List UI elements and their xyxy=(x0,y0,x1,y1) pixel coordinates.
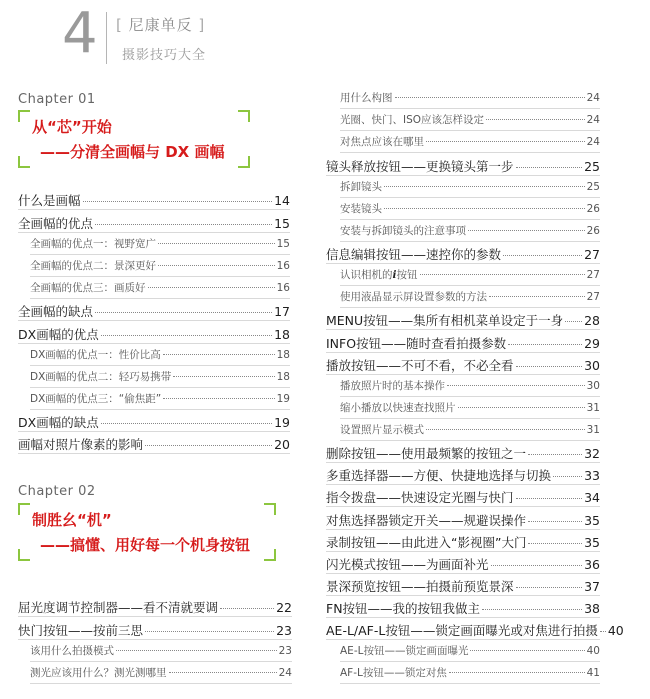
toc-entry xyxy=(326,466,600,484)
row-separator xyxy=(340,307,600,308)
toc-subentry xyxy=(30,347,290,362)
row-separator xyxy=(326,352,600,353)
row-separator xyxy=(30,661,292,662)
toc-page-number: 22 xyxy=(276,600,292,615)
toc-page-number: 18 xyxy=(276,371,290,383)
toc-entry-title: FN按钮——我的按钮我做主 xyxy=(326,601,481,616)
dot-leader xyxy=(447,385,585,386)
row-separator xyxy=(326,595,600,596)
toc-page-number: 32 xyxy=(584,446,600,461)
row-separator xyxy=(30,365,290,366)
dot-leader xyxy=(384,186,585,187)
dot-leader xyxy=(145,445,272,446)
row-separator xyxy=(340,396,600,397)
toc-page-number: 29 xyxy=(584,336,600,351)
toc-entry-title: 什么是画幅 xyxy=(18,193,81,208)
dot-leader xyxy=(158,243,275,244)
toc-entry-title: 用什么构图 xyxy=(340,92,393,104)
chapter-2-label: Chapter 02 xyxy=(18,484,96,499)
toc-entry-title: 多重选择器——方便、快捷地选择与切换 xyxy=(326,468,552,483)
toc-entry xyxy=(326,245,600,263)
toc-entry-title: DX画幅的优点三：“偷焦距” xyxy=(30,393,162,405)
dot-leader xyxy=(163,398,274,399)
toc-page-number: 26 xyxy=(586,225,600,237)
dot-leader xyxy=(528,543,582,544)
toc-entry-title: DX画幅的缺点 xyxy=(18,415,99,430)
row-separator xyxy=(326,263,600,264)
dot-leader xyxy=(516,498,583,499)
toc-subentry xyxy=(30,369,290,384)
toc-entry-title: 播放按钮——不可不看，不必全看 xyxy=(326,358,514,373)
toc-entry-title: 全画幅的缺点 xyxy=(18,304,94,319)
dot-leader xyxy=(95,224,272,225)
toc-page-number: 26 xyxy=(586,203,600,215)
info-i-icon: i xyxy=(392,269,397,281)
toc-subentry xyxy=(30,236,290,251)
toc-page-number: 38 xyxy=(584,601,600,616)
dot-leader xyxy=(101,423,272,424)
toc-page-number: 30 xyxy=(584,358,600,373)
dot-leader xyxy=(169,672,277,673)
toc-subentry xyxy=(30,665,292,680)
dot-leader xyxy=(449,672,585,673)
dot-leader xyxy=(468,230,585,231)
dot-leader xyxy=(553,476,582,477)
toc-entry xyxy=(18,191,290,209)
toc-entry-title: 安装与拆卸镜头的注意事项 xyxy=(340,225,466,237)
toc-entry-title: 删除按钮——使用最频繁的按钮之一 xyxy=(326,446,527,461)
toc-entry xyxy=(326,555,600,573)
toc-page-number: 27 xyxy=(586,269,600,281)
toc-entry-title: 安装镜头 xyxy=(340,203,382,215)
toc-entry-title-suffix: 按钮 xyxy=(396,269,418,281)
toc-entry xyxy=(18,621,292,639)
dot-leader xyxy=(116,650,277,651)
toc-entry-title: 设置照片显示模式 xyxy=(340,424,424,436)
dot-leader xyxy=(600,631,606,632)
toc-subentry xyxy=(340,665,600,680)
toc-page-number: 35 xyxy=(584,535,600,550)
row-separator xyxy=(326,573,600,574)
row-separator xyxy=(30,254,290,255)
toc-page-number: 18 xyxy=(274,327,290,342)
toc-subentry xyxy=(340,378,600,393)
toc-entry xyxy=(326,599,600,617)
row-separator xyxy=(340,418,600,419)
series-title-text: 尼康单反 xyxy=(128,16,193,34)
toc-entry-title: 全画幅的优点一：视野宽广 xyxy=(30,238,156,250)
dot-leader xyxy=(482,609,582,610)
chapter-1-title-box xyxy=(18,110,250,168)
dot-leader xyxy=(83,201,273,202)
toc-page-number: 28 xyxy=(584,313,600,328)
toc-entry xyxy=(326,488,600,506)
row-separator xyxy=(340,108,600,109)
chapter-1-subtitle: ——分清全画幅与 DX 画幅 xyxy=(40,143,225,161)
toc-page-number: 24 xyxy=(278,667,292,679)
toc-entry-title: DX画幅的优点二：轻巧易携带 xyxy=(30,371,172,383)
toc-subentry xyxy=(30,258,290,273)
dot-leader xyxy=(489,296,585,297)
toc-page-number: 24 xyxy=(586,114,600,126)
toc-entry xyxy=(18,598,292,616)
dot-leader xyxy=(145,631,274,632)
page-header xyxy=(0,0,650,78)
toc-entry-title: 使用液晶显示屏设置参数的方法 xyxy=(340,291,487,303)
row-separator xyxy=(326,462,600,463)
toc-entry-title: 闪光模式按钮——为画面补光 xyxy=(326,557,489,572)
toc-entry xyxy=(326,511,600,529)
toc-entry xyxy=(326,356,600,374)
toc-page-number: 16 xyxy=(276,260,290,272)
dot-leader xyxy=(528,521,582,522)
toc-page-number: 15 xyxy=(274,216,290,231)
toc-page-number: 41 xyxy=(586,667,600,679)
row-separator xyxy=(340,241,600,242)
toc-page-number: 30 xyxy=(586,380,600,392)
toc-entry-title: 对焦选择器锁定开关——规避误操作 xyxy=(326,513,527,528)
toc-entry-title: 屈光度调节控制器——看不清就要调 xyxy=(18,600,219,615)
dot-leader xyxy=(95,312,272,313)
toc-subentry xyxy=(340,422,600,437)
row-separator xyxy=(326,639,600,640)
toc-entry xyxy=(18,413,290,431)
chapter-1-title: 从“芯”开始 xyxy=(32,118,112,136)
toc-subentry xyxy=(340,289,600,304)
toc-entry-title: INFO按钮——随时查看拍摄参数 xyxy=(326,336,507,351)
toc-page-number: 17 xyxy=(274,304,290,319)
dot-leader xyxy=(148,287,275,288)
dot-leader xyxy=(173,376,274,377)
toc-page-number: 36 xyxy=(584,557,600,572)
toc-entry xyxy=(326,621,624,639)
toc-entry-title: 该用什么拍摄模式 xyxy=(30,645,114,657)
row-separator xyxy=(340,130,600,131)
header-divider xyxy=(106,12,107,64)
dot-leader xyxy=(516,167,583,168)
toc-subentry xyxy=(340,201,600,216)
row-separator xyxy=(340,197,600,198)
toc-entry-title: 画幅对照片像素的影响 xyxy=(18,437,144,452)
toc-entry xyxy=(326,533,600,551)
toc-entry-title: 全画幅的优点三：画质好 xyxy=(30,282,146,294)
dot-leader xyxy=(384,208,585,209)
toc-page-number: 34 xyxy=(584,490,600,505)
toc-entry xyxy=(326,157,600,175)
toc-entry-title: 缩小播放以快速查找照片 xyxy=(340,402,456,414)
toc-entry-title: 拆卸镜头 xyxy=(340,181,382,193)
toc-page-number: 31 xyxy=(586,424,600,436)
toc-page-number: 25 xyxy=(586,181,600,193)
row-separator xyxy=(30,409,290,410)
toc-entry-title: 信息编辑按钮——速控你的参数 xyxy=(326,247,502,262)
toc-subentry xyxy=(340,223,600,238)
toc-subentry xyxy=(30,643,292,658)
book-series-title: [ 尼康单反 ] xyxy=(116,16,206,34)
row-separator xyxy=(326,484,600,485)
toc-page-number: 35 xyxy=(584,513,600,528)
toc-page-number: 33 xyxy=(584,468,600,483)
dot-leader xyxy=(458,407,585,408)
toc-entry-title: 播放照片时的基本操作 xyxy=(340,380,445,392)
toc-page-number: 16 xyxy=(276,282,290,294)
toc-entry xyxy=(326,444,600,462)
toc-entry-title: DX画幅的优点 xyxy=(18,327,99,342)
toc-page-number: 27 xyxy=(584,247,600,262)
row-separator xyxy=(326,617,600,618)
row-separator xyxy=(30,276,290,277)
toc-entry xyxy=(18,435,290,453)
toc-page-number: 23 xyxy=(276,623,292,638)
row-separator xyxy=(30,298,290,299)
dot-leader xyxy=(101,335,272,336)
dot-leader xyxy=(565,321,582,322)
row-separator xyxy=(326,506,600,507)
row-separator xyxy=(18,639,292,640)
toc-entry xyxy=(326,577,600,595)
toc-subentry xyxy=(340,134,600,149)
book-subtitle: 摄影技巧大全 xyxy=(122,48,207,63)
dot-leader xyxy=(516,366,583,367)
dot-leader xyxy=(503,255,582,256)
volume-number: 4 xyxy=(62,1,98,66)
toc-subentry xyxy=(340,112,600,127)
dot-leader xyxy=(158,265,275,266)
toc-page-number: 23 xyxy=(278,645,292,657)
toc-subentry xyxy=(340,90,600,105)
dot-leader xyxy=(486,119,585,120)
row-separator xyxy=(30,387,290,388)
toc-entry-title: 指令拨盘——快速设定光圈与快门 xyxy=(326,490,514,505)
chapter-1-label: Chapter 01 xyxy=(18,92,96,107)
toc-entry-title: 全画幅的优点二：景深更好 xyxy=(30,260,156,272)
toc-entry-title: 对焦点应该在哪里 xyxy=(340,136,424,148)
toc-entry xyxy=(326,334,600,352)
row-separator xyxy=(340,152,600,153)
row-separator xyxy=(340,285,600,286)
row-separator xyxy=(30,683,292,684)
toc-subentry xyxy=(340,179,600,194)
toc-entry xyxy=(18,302,290,320)
row-separator xyxy=(340,440,600,441)
toc-page-number: 15 xyxy=(276,238,290,250)
dot-leader xyxy=(426,141,585,142)
row-separator xyxy=(340,683,600,684)
toc-entry-title: 全画幅的优点 xyxy=(18,216,94,231)
toc-page-number: 31 xyxy=(586,402,600,414)
toc-page-number: 24 xyxy=(586,136,600,148)
row-separator xyxy=(18,209,290,210)
row-separator xyxy=(326,374,600,375)
toc-page-number: 20 xyxy=(274,437,290,452)
dot-leader xyxy=(528,454,582,455)
toc-entry-title: MENU按钮——集所有相机菜单设定于一身 xyxy=(326,313,564,328)
dot-leader xyxy=(491,565,583,566)
toc-page-number: 19 xyxy=(276,393,290,405)
toc-entry-title: 测光应该用什么？测光测哪里 xyxy=(30,667,167,679)
row-separator xyxy=(18,616,292,617)
toc-entry-title: 认识相机的 xyxy=(340,269,393,281)
row-separator xyxy=(18,431,290,432)
toc-page-number: 24 xyxy=(586,92,600,104)
dot-leader xyxy=(220,608,274,609)
toc-subentry xyxy=(30,391,290,406)
toc-entry-title: DX画幅的优点一：性价比高 xyxy=(30,349,161,361)
toc-page-number: 25 xyxy=(584,159,600,174)
toc-entry-title: AE-L/AF-L按钮——锁定画面曝光或对焦进行拍摄 xyxy=(326,623,598,638)
toc-subentry xyxy=(340,400,600,415)
toc-entry-title: 快门按钮——按前三思 xyxy=(18,623,144,638)
row-separator xyxy=(18,343,290,344)
dot-leader xyxy=(420,274,585,275)
row-separator xyxy=(340,219,600,220)
row-separator xyxy=(326,551,600,552)
toc-page-number: 40 xyxy=(607,623,624,638)
toc-entry xyxy=(326,311,600,329)
toc-page-number: 19 xyxy=(274,415,290,430)
toc-page-number: 18 xyxy=(276,349,290,361)
row-separator xyxy=(18,320,290,321)
dot-leader xyxy=(516,587,583,588)
toc-subentry xyxy=(340,643,600,658)
toc-entry xyxy=(18,214,290,232)
chapter-2-title-box xyxy=(18,503,276,561)
toc-page-number: 14 xyxy=(274,193,290,208)
row-separator xyxy=(340,661,600,662)
toc-entry-title: 镜头释放按钮——更换镜头第一步 xyxy=(326,159,514,174)
toc-page-number: 40 xyxy=(586,645,600,657)
row-separator xyxy=(326,529,600,530)
toc-entry-title: AE-L按钮——锁定画面曝光 xyxy=(340,645,469,657)
toc-entry xyxy=(18,325,290,343)
dot-leader xyxy=(426,429,585,430)
dot-leader xyxy=(508,344,582,345)
row-separator xyxy=(18,232,290,233)
toc-entry-title: 光圈、快门、ISO应该怎样设定 xyxy=(340,114,485,126)
toc-entry-title: 录制按钮——由此进入“影视圈”大门 xyxy=(326,535,527,550)
toc-entry-title: AF-L按钮——锁定对焦 xyxy=(340,667,447,679)
chapter-2-subtitle: ——搞懂、用好每一个机身按钮 xyxy=(40,536,251,554)
dot-leader xyxy=(470,650,584,651)
toc-page-number: 27 xyxy=(586,291,600,303)
row-separator xyxy=(18,453,290,454)
row-separator xyxy=(326,329,600,330)
toc-subentry xyxy=(340,267,600,282)
dot-leader xyxy=(163,354,275,355)
toc-subentry xyxy=(30,280,290,295)
chapter-2-title: 制胜幺“机” xyxy=(32,511,112,529)
row-separator xyxy=(326,175,600,176)
dot-leader xyxy=(395,97,585,98)
toc-page-number: 37 xyxy=(584,579,600,594)
toc-entry-title: 景深预览按钮——拍摄前预览景深 xyxy=(326,579,514,594)
